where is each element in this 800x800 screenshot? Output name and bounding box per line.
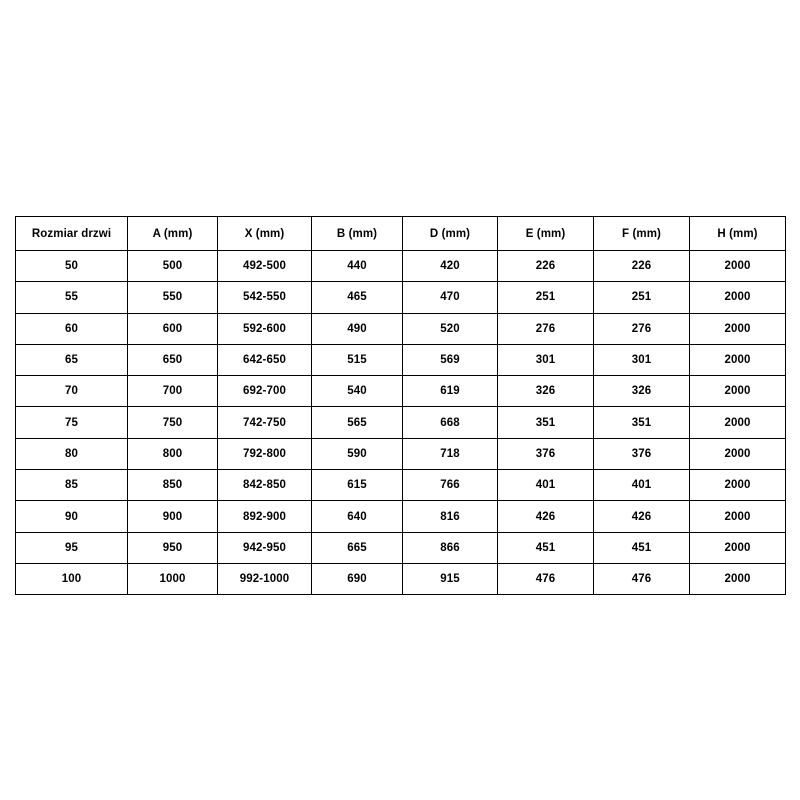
column-header-x: X (mm): [218, 217, 312, 251]
cell-e: 301: [498, 344, 594, 375]
cell-x: 692-700: [218, 376, 312, 407]
cell-b: 490: [312, 313, 403, 344]
cell-a: 950: [128, 532, 218, 563]
cell-f: 351: [594, 407, 690, 438]
cell-f: 376: [594, 438, 690, 469]
cell-door-size: 55: [16, 282, 128, 313]
cell-e: 326: [498, 376, 594, 407]
cell-b: 440: [312, 251, 403, 282]
cell-e: 401: [498, 470, 594, 501]
cell-f: 401: [594, 470, 690, 501]
cell-a: 550: [128, 282, 218, 313]
table-row: [16, 251, 786, 282]
column-header-f: F (mm): [594, 217, 690, 251]
cell-d: 915: [403, 563, 498, 594]
cell-door-size: 80: [16, 438, 128, 469]
cell-door-size: 100: [16, 563, 128, 594]
cell-door-size: 90: [16, 501, 128, 532]
cell-e: 351: [498, 407, 594, 438]
cell-f: 276: [594, 313, 690, 344]
cell-d: 816: [403, 501, 498, 532]
cell-d: 718: [403, 438, 498, 469]
cell-e: 251: [498, 282, 594, 313]
column-header-e: E (mm): [498, 217, 594, 251]
table-row: [16, 407, 786, 438]
cell-h: 2000: [690, 563, 786, 594]
cell-e: 426: [498, 501, 594, 532]
cell-a: 700: [128, 376, 218, 407]
cell-f: 451: [594, 532, 690, 563]
cell-door-size: 95: [16, 532, 128, 563]
cell-x: 842-850: [218, 470, 312, 501]
table-row: [16, 438, 786, 469]
cell-h: 2000: [690, 282, 786, 313]
cell-x: 542-550: [218, 282, 312, 313]
cell-x: 992-1000: [218, 563, 312, 594]
column-header-d: D (mm): [403, 217, 498, 251]
cell-h: 2000: [690, 438, 786, 469]
cell-d: 470: [403, 282, 498, 313]
cell-f: 301: [594, 344, 690, 375]
cell-e: 226: [498, 251, 594, 282]
column-header-a: A (mm): [128, 217, 218, 251]
table-row: [16, 376, 786, 407]
spec-table-container: [15, 216, 785, 595]
cell-door-size: 85: [16, 470, 128, 501]
column-header-door-size: Rozmiar drzwi: [16, 217, 128, 251]
cell-x: 492-500: [218, 251, 312, 282]
cell-f: 426: [594, 501, 690, 532]
cell-b: 465: [312, 282, 403, 313]
cell-e: 451: [498, 532, 594, 563]
cell-e: 476: [498, 563, 594, 594]
table-row: [16, 532, 786, 563]
cell-x: 592-600: [218, 313, 312, 344]
cell-b: 590: [312, 438, 403, 469]
cell-a: 500: [128, 251, 218, 282]
cell-a: 900: [128, 501, 218, 532]
cell-a: 850: [128, 470, 218, 501]
cell-d: 866: [403, 532, 498, 563]
cell-x: 942-950: [218, 532, 312, 563]
cell-a: 650: [128, 344, 218, 375]
cell-a: 600: [128, 313, 218, 344]
cell-d: 520: [403, 313, 498, 344]
cell-h: 2000: [690, 501, 786, 532]
cell-x: 742-750: [218, 407, 312, 438]
cell-b: 540: [312, 376, 403, 407]
cell-door-size: 50: [16, 251, 128, 282]
cell-x: 892-900: [218, 501, 312, 532]
cell-b: 665: [312, 532, 403, 563]
table-row: [16, 563, 786, 594]
cell-door-size: 65: [16, 344, 128, 375]
cell-door-size: 70: [16, 376, 128, 407]
cell-f: 476: [594, 563, 690, 594]
cell-e: 376: [498, 438, 594, 469]
door-size-spec-table: [15, 216, 786, 595]
cell-x: 642-650: [218, 344, 312, 375]
table-row: [16, 470, 786, 501]
table-row: [16, 501, 786, 532]
cell-f: 251: [594, 282, 690, 313]
column-header-b: B (mm): [312, 217, 403, 251]
cell-b: 515: [312, 344, 403, 375]
cell-d: 619: [403, 376, 498, 407]
cell-d: 668: [403, 407, 498, 438]
cell-x: 792-800: [218, 438, 312, 469]
cell-h: 2000: [690, 407, 786, 438]
cell-h: 2000: [690, 470, 786, 501]
cell-h: 2000: [690, 532, 786, 563]
cell-h: 2000: [690, 376, 786, 407]
cell-h: 2000: [690, 251, 786, 282]
cell-b: 565: [312, 407, 403, 438]
cell-f: 226: [594, 251, 690, 282]
cell-d: 420: [403, 251, 498, 282]
table-row: [16, 344, 786, 375]
cell-h: 2000: [690, 344, 786, 375]
table-header-row: [16, 217, 786, 251]
cell-a: 1000: [128, 563, 218, 594]
cell-f: 326: [594, 376, 690, 407]
table-row: [16, 313, 786, 344]
cell-d: 766: [403, 470, 498, 501]
table-body: [16, 251, 786, 595]
cell-a: 750: [128, 407, 218, 438]
table-row: [16, 282, 786, 313]
cell-b: 640: [312, 501, 403, 532]
column-header-h: H (mm): [690, 217, 786, 251]
table-header: [16, 217, 786, 251]
cell-door-size: 75: [16, 407, 128, 438]
cell-e: 276: [498, 313, 594, 344]
cell-b: 615: [312, 470, 403, 501]
cell-b: 690: [312, 563, 403, 594]
cell-d: 569: [403, 344, 498, 375]
cell-a: 800: [128, 438, 218, 469]
cell-door-size: 60: [16, 313, 128, 344]
cell-h: 2000: [690, 313, 786, 344]
